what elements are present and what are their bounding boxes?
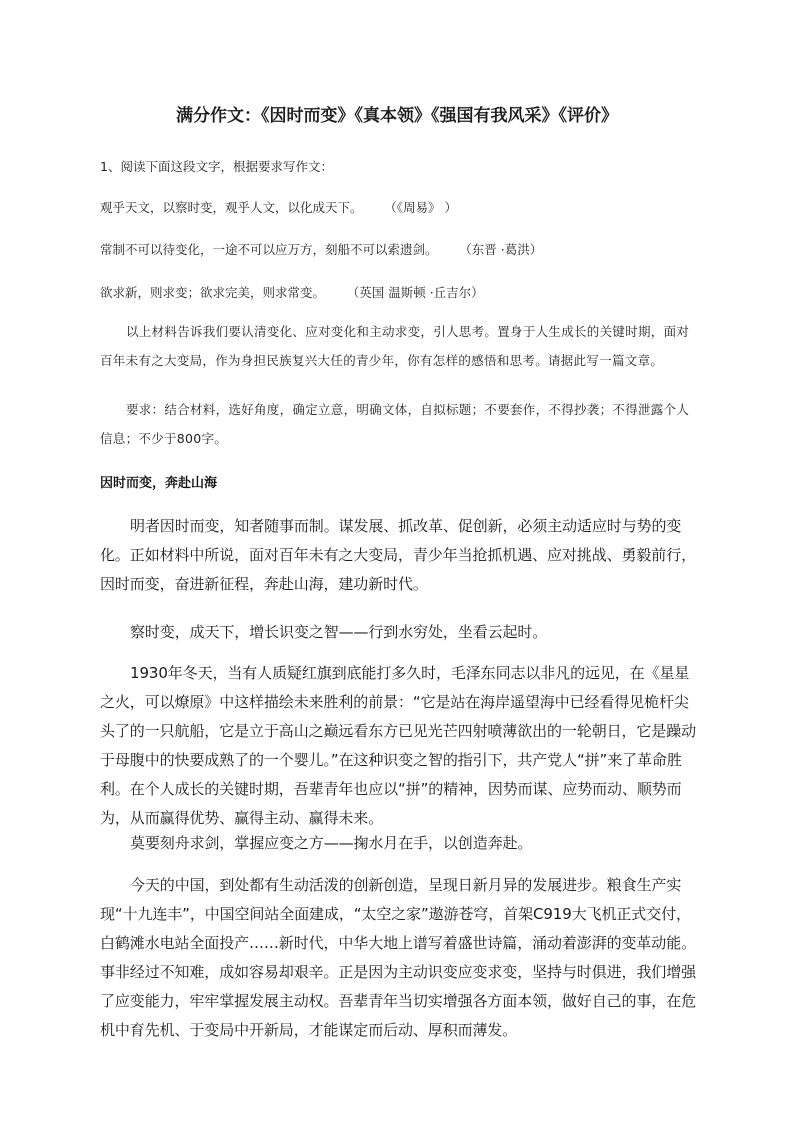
quote-3-text: 欲求新，则求变；欲求完美，则求常变。 <box>100 285 326 300</box>
quote-1-source: （《周易》 ） <box>390 200 457 215</box>
quote-3-source: （英国 温斯顿 ·丘吉尔） <box>353 285 484 300</box>
material-paragraph: 以上材料告诉我们要认清变化、应对变化和主动求变，引人思考。置身于人生成长的关键时期，面对百年未有之大变局，作为身担民族复兴大任的青少年，你有怎样的感悟和思考。请据此写一篇文章。 <box>100 324 690 368</box>
essay-paragraph: 今天的中国，到处都有生动活泼的创新创造，呈现日新月异的发展进步。粮食生产实现“十九连丰”，中国空间站全面建成，“太空之家”遨游苍穹，首架C919大飞机正式交付，白鹤滩水电站全面投产……新时代，中华大地上谱写着盛世诗篇，涌动着澎湃的变革动能。事非经过不知难，成如容易却艰辛。正是因为主动识变应变求变，坚持与时俱进，我们增强了应变能力，牢牢掌握发展主动权。吾辈青年当切实增强各方面本领，做好自己的事，在危机中育先机、于变局中开新局，才能谋定而后动、厚积而薄发。 <box>100 876 697 1039</box>
document-title: 满分作文：《因时而变》《真本领》《强国有我风采》《评价》 <box>176 106 618 126</box>
requirement-paragraph: 要求：结合材料，选好角度，确定立意，明确文体，自拟标题；不要套作，不得抄袭；不得泄露个人信息；不少于800字。 <box>100 402 690 446</box>
essay-title: 因时而变，奔赴山海 <box>100 476 218 491</box>
quote-1-text: 观乎天文，以察时变，观乎人文，以化成天下。 <box>100 200 363 215</box>
essay-paragraph: 明者因时而变，知者随事而制。谋发展、抓改革、促创新，必须主动适应时与势的变化。正如材料中所说，面对百年未有之大变局，青少年当抢抓机遇、应对挑战、勇毅前行，因时而变，奋进新征程，奔赴山海，建功新时代。 <box>100 517 697 593</box>
question-intro: 1、阅读下面这段文字，根据要求写作文： <box>100 159 333 174</box>
quote-2-source: （东晋 ·葛洪） <box>465 242 543 257</box>
quote-2 <box>100 240 700 258</box>
quote-1 <box>100 198 700 216</box>
quote-2-text: 常制不可以待变化，一途不可以应万方，刻船不可以索遗剑。 <box>100 242 438 257</box>
essay-paragraph: 莫要刻舟求剑，掌握应变之方——掬水月在手，以创造奔赴。 <box>130 834 533 852</box>
essay-paragraph: 1930年冬天，当有人质疑红旗到底能打多久时，毛泽东同志以非凡的远见，在《星星之火，可以燎原》中这样描绘未来胜利的前景：“它是站在海岸遥望海中已经看得见桅杆尖头了的一只航船，它是立于高山之巅远看东方已见光芒四射喷薄欲出的一轮朝日，它是躁动于母腹中的快要成熟了的一个婴儿。”在这种识变之智的指引下，共产党人“拼”来了革命胜利。在个人成长的关键时期，吾辈青年也应以“拼”的精神，因势而谋、应势而动、顺势而为，从而赢得优势、赢得主动、赢得未来。 <box>100 664 697 827</box>
quote-3 <box>100 283 700 301</box>
essay-paragraph: 察时变，成天下，增长识变之智——行到水穷处，坐看云起时。 <box>130 623 548 641</box>
